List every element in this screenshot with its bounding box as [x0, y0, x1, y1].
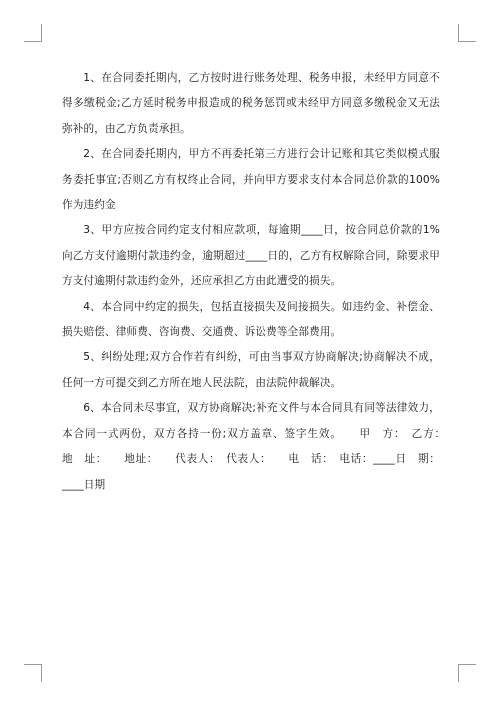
crop-mark-top-right: [458, 24, 476, 42]
clause-1: 1、在合同委托期内，乙方按时进行账务处理、税务申报，未经甲方同意不得多缴税金;乙方延时税务申报造成的税务惩罚或未经甲方同意多缴税金又无法弥补的，由乙方负责承担。: [62, 72, 440, 135]
crop-mark-bottom-left: [24, 664, 42, 682]
clause-4: 4、本合同中约定的损失，包括直接损失及间接损失。如违约金、补偿金、损失赔偿、律师费、咨询费、交通费、诉讼费等全部费用。: [62, 300, 440, 339]
clause-6-signature-block: 6、本合同未尽事宜，双方协商解决;补充文件与本合同具有同等法律效力，本合同一式两份，双方各持一份;双方盖章、签字生效。 甲 方： 乙方： 地 址： 地址： 代表人： 代表人： 电 话： 电话：____日 期：____日期: [62, 402, 462, 491]
crop-mark-top-left: [24, 24, 42, 42]
contract-body: [62, 66, 462, 498]
clause-3: 3、甲方应按合同约定支付相应款项，每逾期____日，按合同总价款的1%向乙方支付逾期付款违约金，逾期超过____日的，乙方有权解除合同，除要求甲方支付逾期付款违约金外，还应承担乙方由此遭受的损失。: [62, 224, 440, 288]
crop-mark-bottom-right: [458, 664, 476, 682]
clause-2: 2、在合同委托期内，甲方不再委托第三方进行会计记账和其它类似模式服务委托事宜;否则乙方有权终止合同，并向甲方要求支付本合同总价款的100%作为违约金: [62, 148, 440, 212]
clause-5: 5、纠纷处理;双方合作若有纠纷，可由当事双方协商解决;协商解决不成，任何一方可提交到乙方所在地人民法院，由法院仲裁解决。: [62, 351, 440, 389]
